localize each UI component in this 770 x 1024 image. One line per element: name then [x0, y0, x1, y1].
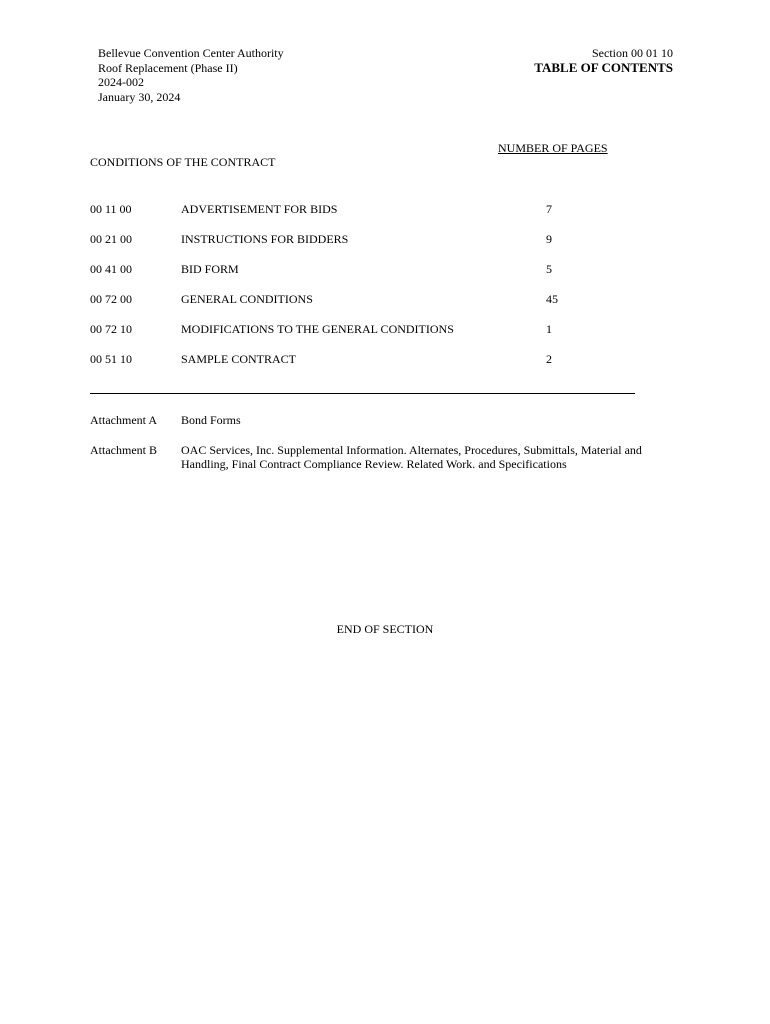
section-page-count: 1 — [546, 322, 552, 336]
attachment-label: Attachment B — [90, 443, 157, 457]
document-date: January 30, 2024 — [98, 89, 181, 104]
document-header-right — [534, 46, 673, 77]
attachment-row — [90, 413, 670, 429]
section-page-count: 7 — [546, 202, 552, 216]
section-page-count: 9 — [546, 232, 552, 246]
attachment-label: Attachment A — [90, 413, 157, 427]
organization-name: Bellevue Convention Center Authority — [98, 46, 284, 60]
toc-row — [90, 322, 650, 338]
section-title: GENERAL CONDITIONS — [181, 292, 313, 306]
section-title: INSTRUCTIONS FOR BIDDERS — [181, 232, 349, 246]
attachment-description: OAC Services, Inc. Supplemental Information. Alternates, Procedures, Submittals, Material and Handling, Final Contract Compliance Review. Related Work. and Specifications — [181, 443, 642, 471]
conditions-heading: CONDITIONS OF THE CONTRACT — [90, 155, 276, 169]
toc-row — [90, 352, 650, 368]
document-header-left — [98, 46, 284, 104]
section-code: 00 21 00 — [90, 232, 132, 246]
section-code: 00 72 10 — [90, 322, 132, 336]
toc-row — [90, 262, 650, 278]
end-of-section: END OF SECTION — [336, 622, 434, 636]
section-code: 00 41 00 — [90, 262, 132, 276]
toc-row — [90, 202, 650, 218]
section-number: Section 00 01 10 — [592, 46, 673, 60]
section-code: 00 11 00 — [90, 202, 132, 216]
attachment-description: Bond Forms — [181, 413, 241, 427]
page-title: TABLE OF CONTENTS — [534, 59, 673, 75]
toc-row — [90, 292, 650, 308]
toc-row — [90, 232, 650, 248]
project-number: 2024-002 — [98, 75, 144, 89]
project-name: Roof Replacement (Phase II) — [98, 60, 238, 75]
section-code: 00 51 10 — [90, 352, 132, 366]
section-title: BID FORM — [181, 262, 239, 276]
attachment-row — [90, 443, 670, 475]
section-page-count: 45 — [546, 292, 558, 306]
section-title: ADVERTISEMENT FOR BIDS — [181, 202, 338, 216]
section-code: 00 72 00 — [90, 292, 132, 306]
section-title: MODIFICATIONS TO THE GENERAL CONDITIONS — [181, 322, 454, 336]
horizontal-divider — [90, 393, 635, 394]
section-page-count: 5 — [546, 262, 552, 276]
section-title: SAMPLE CONTRACT — [181, 352, 297, 366]
number-of-pages-heading: NUMBER OF PAGES — [498, 141, 608, 155]
section-page-count: 2 — [546, 352, 552, 366]
